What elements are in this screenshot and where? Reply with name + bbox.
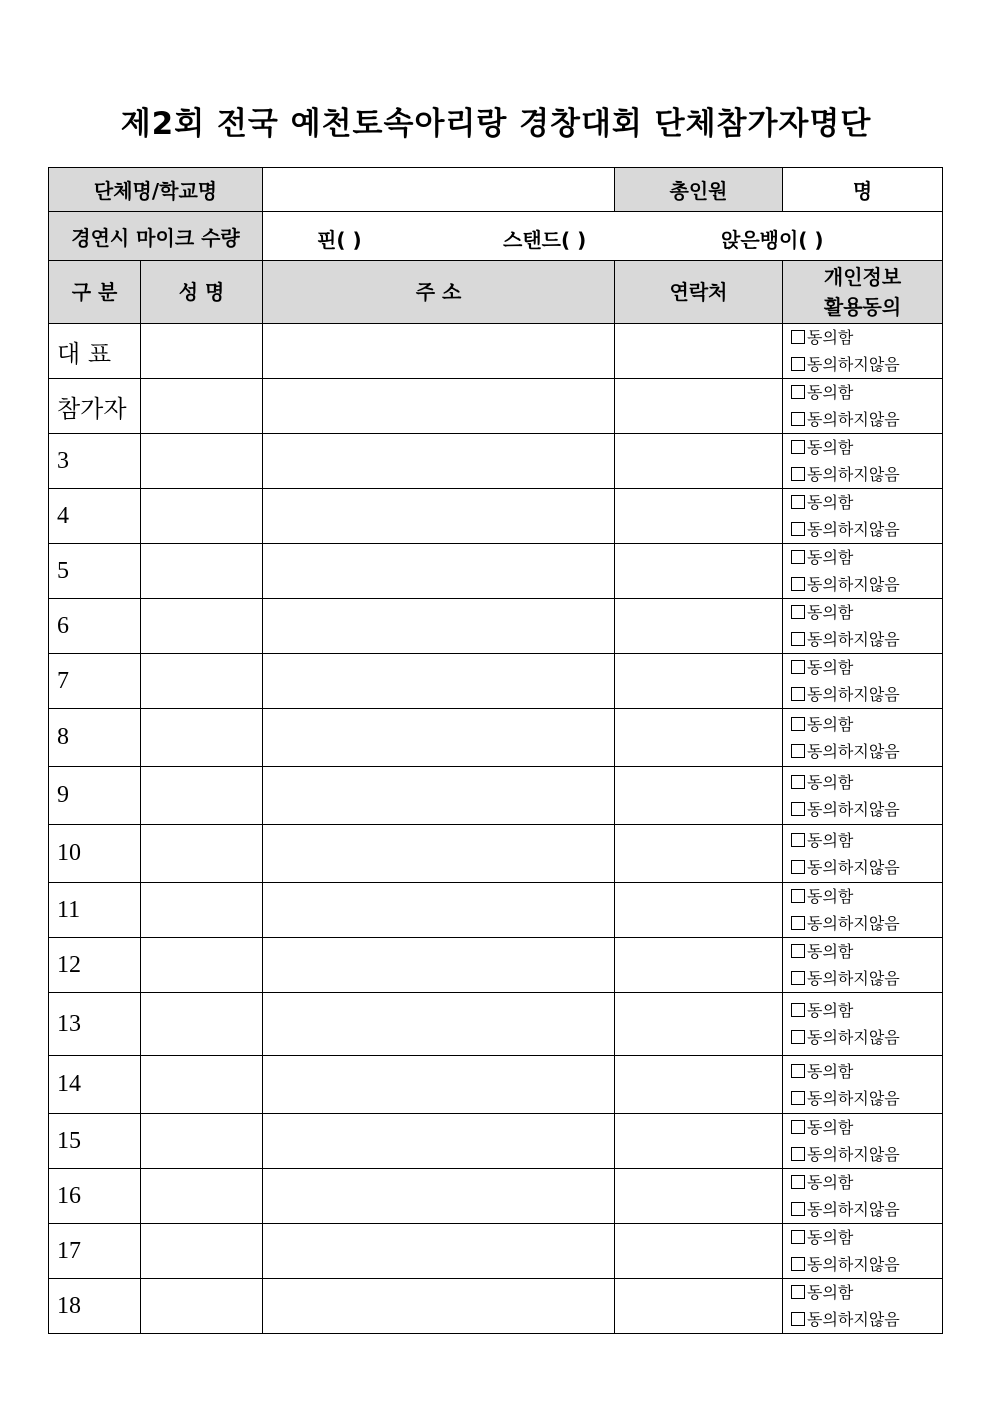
consent-cell <box>783 709 943 767</box>
name-cell[interactable] <box>141 825 263 883</box>
contact-cell[interactable] <box>615 767 783 825</box>
row-label: 14 <box>49 1056 141 1114</box>
contact-cell[interactable] <box>615 1224 783 1279</box>
checkbox-icon[interactable] <box>791 860 805 874</box>
consent-option-label: 동의하지않음 <box>807 575 900 594</box>
checkbox-icon[interactable] <box>791 1175 805 1189</box>
consent-disagree-option[interactable] <box>791 854 942 881</box>
row-label: 7 <box>49 654 141 709</box>
checkbox-icon[interactable] <box>791 1285 805 1299</box>
participant-table <box>48 167 943 1334</box>
contact-cell[interactable] <box>615 434 783 489</box>
consent-disagree-option[interactable] <box>791 1196 942 1223</box>
consent-agree-option[interactable] <box>791 379 942 406</box>
consent-agree-option[interactable] <box>791 827 942 854</box>
col-name-header: 성 명 <box>141 261 263 324</box>
consent-header-line1: 개인정보 <box>823 265 902 289</box>
consent-cell <box>783 489 943 544</box>
checkbox-icon[interactable] <box>791 577 805 591</box>
table-row <box>49 1279 943 1334</box>
contact-cell[interactable] <box>615 1056 783 1114</box>
consent-disagree-option[interactable] <box>791 626 942 653</box>
checkbox-icon[interactable] <box>791 550 805 564</box>
consent-disagree-option[interactable] <box>791 406 942 433</box>
name-cell[interactable] <box>141 1224 263 1279</box>
address-cell[interactable] <box>263 544 615 599</box>
row-label: 11 <box>49 883 141 938</box>
consent-option-label: 동의함 <box>807 887 854 906</box>
checkbox-icon[interactable] <box>791 495 805 509</box>
consent-option-label: 동의하지않음 <box>807 1028 900 1047</box>
total-members-label: 총인원 <box>615 168 783 212</box>
row-label: 4 <box>49 489 141 544</box>
checkbox-icon[interactable] <box>791 522 805 536</box>
consent-option-label: 동의함 <box>807 1001 854 1020</box>
address-cell[interactable] <box>263 379 615 434</box>
address-cell[interactable] <box>263 938 615 993</box>
consent-option-label: 동의함 <box>807 942 854 961</box>
table-row <box>49 544 943 599</box>
checkbox-icon[interactable] <box>791 971 805 985</box>
table-row <box>49 993 943 1056</box>
consent-agree-option[interactable] <box>791 1169 942 1196</box>
address-cell[interactable] <box>263 767 615 825</box>
name-cell[interactable] <box>141 1056 263 1114</box>
address-cell[interactable] <box>263 1169 615 1224</box>
name-cell[interactable] <box>141 544 263 599</box>
consent-header-line2: 활용동의 <box>823 295 902 319</box>
checkbox-icon[interactable] <box>791 1202 805 1216</box>
consent-option-label: 동의하지않음 <box>807 1200 900 1219</box>
col-consent-header <box>783 261 943 324</box>
name-cell[interactable] <box>141 709 263 767</box>
checkbox-icon[interactable] <box>791 1120 805 1134</box>
checkbox-icon[interactable] <box>791 632 805 646</box>
checkbox-icon[interactable] <box>791 1257 805 1271</box>
consent-agree-option[interactable] <box>791 1279 942 1306</box>
consent-cell <box>783 767 943 825</box>
row-label: 17 <box>49 1224 141 1279</box>
consent-disagree-option[interactable] <box>791 796 942 823</box>
checkbox-icon[interactable] <box>791 605 805 619</box>
contact-cell[interactable] <box>615 883 783 938</box>
consent-disagree-option[interactable] <box>791 681 942 708</box>
table-row <box>49 489 943 544</box>
mic-seated[interactable]: 앉은뱅이( ) <box>721 228 824 252</box>
consent-agree-option[interactable] <box>791 544 942 571</box>
mic-stand[interactable]: 스탠드( ) <box>503 228 587 252</box>
row-label: 13 <box>49 993 141 1056</box>
table-row <box>49 709 943 767</box>
address-cell[interactable] <box>263 489 615 544</box>
checkbox-icon[interactable] <box>791 1003 805 1017</box>
col-address-header: 주 소 <box>263 261 615 324</box>
consent-cell <box>783 379 943 434</box>
consent-cell <box>783 938 943 993</box>
checkbox-icon[interactable] <box>791 889 805 903</box>
name-cell[interactable] <box>141 1279 263 1334</box>
table-row <box>49 324 943 379</box>
address-cell[interactable] <box>263 434 615 489</box>
table-row <box>49 1114 943 1169</box>
consent-cell <box>783 1114 943 1169</box>
table-row <box>49 434 943 489</box>
consent-cell <box>783 1056 943 1114</box>
row-label: 15 <box>49 1114 141 1169</box>
consent-option-label: 동의하지않음 <box>807 741 900 761</box>
consent-option-label: 동의하지않음 <box>807 410 900 429</box>
consent-option-label: 동의함 <box>807 1173 854 1192</box>
checkbox-icon[interactable] <box>791 1230 805 1244</box>
table-row <box>49 599 943 654</box>
table-row <box>49 938 943 993</box>
checkbox-icon[interactable] <box>791 385 805 399</box>
name-cell[interactable] <box>141 654 263 709</box>
consent-option-label: 동의하지않음 <box>807 1088 900 1108</box>
row-label: 8 <box>49 709 141 767</box>
checkbox-icon[interactable] <box>791 744 805 758</box>
consent-option-label: 동의함 <box>807 603 854 622</box>
contact-cell[interactable] <box>615 938 783 993</box>
address-cell[interactable] <box>263 709 615 767</box>
name-cell[interactable] <box>141 883 263 938</box>
checkbox-icon[interactable] <box>791 802 805 816</box>
consent-cell <box>783 1224 943 1279</box>
consent-option-label: 동의함 <box>807 438 854 457</box>
name-cell[interactable] <box>141 767 263 825</box>
name-cell[interactable] <box>141 1114 263 1169</box>
consent-agree-option[interactable] <box>791 1058 942 1085</box>
mic-pin[interactable]: 핀( ) <box>317 228 362 252</box>
table-row <box>49 1056 943 1114</box>
row-label: 6 <box>49 599 141 654</box>
consent-agree-option[interactable] <box>791 434 942 461</box>
consent-disagree-option[interactable] <box>791 1024 942 1051</box>
consent-option-label: 동의함 <box>807 1061 854 1081</box>
address-cell[interactable] <box>263 825 615 883</box>
consent-cell <box>783 825 943 883</box>
address-cell[interactable] <box>263 1114 615 1169</box>
consent-disagree-option[interactable] <box>791 910 942 937</box>
consent-option-label: 동의하지않음 <box>807 630 900 649</box>
checkbox-icon[interactable] <box>791 660 805 674</box>
address-cell[interactable] <box>263 1056 615 1114</box>
checkbox-icon[interactable] <box>791 467 805 481</box>
name-cell[interactable] <box>141 993 263 1056</box>
checkbox-icon[interactable] <box>791 440 805 454</box>
mic-count-label: 경연시 마이크 수량 <box>49 212 263 261</box>
contact-cell[interactable] <box>615 654 783 709</box>
name-cell[interactable] <box>141 434 263 489</box>
table-header-row <box>49 261 943 324</box>
address-cell[interactable] <box>263 599 615 654</box>
address-cell[interactable] <box>263 993 615 1056</box>
table-row <box>49 767 943 825</box>
name-cell[interactable] <box>141 1169 263 1224</box>
consent-option-label: 동의하지않음 <box>807 799 900 819</box>
consent-option-label: 동의함 <box>807 658 854 677</box>
checkbox-icon[interactable] <box>791 1147 805 1161</box>
address-cell[interactable] <box>263 883 615 938</box>
contact-cell[interactable] <box>615 1114 783 1169</box>
checkbox-icon[interactable] <box>791 687 805 701</box>
table-row <box>49 379 943 434</box>
consent-agree-option[interactable] <box>791 997 942 1024</box>
consent-cell <box>783 993 943 1056</box>
consent-option-label: 동의하지않음 <box>807 520 900 539</box>
consent-option-label: 동의함 <box>807 1118 854 1137</box>
col-contact-header: 연락처 <box>615 261 783 324</box>
name-cell[interactable] <box>141 938 263 993</box>
table-row <box>49 1224 943 1279</box>
consent-agree-option[interactable] <box>791 769 942 796</box>
checkbox-icon[interactable] <box>791 833 805 847</box>
address-cell[interactable] <box>263 1224 615 1279</box>
contact-cell[interactable] <box>615 1169 783 1224</box>
row-label: 3 <box>49 434 141 489</box>
consent-option-label: 동의함 <box>807 1228 854 1247</box>
consent-option-label: 동의함 <box>807 328 854 347</box>
checkbox-icon[interactable] <box>791 717 805 731</box>
row-label: 참가자 <box>49 379 141 434</box>
consent-option-label: 동의함 <box>807 772 854 792</box>
consent-cell <box>783 1169 943 1224</box>
address-cell[interactable] <box>263 1279 615 1334</box>
group-info-row <box>49 168 943 212</box>
row-label: 5 <box>49 544 141 599</box>
col-category-header: 구 분 <box>49 261 141 324</box>
consent-cell <box>783 883 943 938</box>
consent-option-label: 동의하지않음 <box>807 355 900 374</box>
table-row <box>49 654 943 709</box>
consent-option-label: 동의함 <box>807 830 854 850</box>
mic-count-field[interactable] <box>263 212 943 261</box>
row-label: 18 <box>49 1279 141 1334</box>
contact-cell[interactable] <box>615 825 783 883</box>
group-name-field[interactable] <box>263 168 615 212</box>
contact-cell[interactable] <box>615 489 783 544</box>
consent-option-label: 동의하지않음 <box>807 465 900 484</box>
consent-cell <box>783 1279 943 1334</box>
consent-cell <box>783 434 943 489</box>
consent-option-label: 동의하지않음 <box>807 914 900 933</box>
consent-agree-option[interactable] <box>791 654 942 681</box>
consent-option-label: 동의함 <box>807 714 854 734</box>
address-cell[interactable] <box>263 324 615 379</box>
table-row <box>49 883 943 938</box>
contact-cell[interactable] <box>615 1279 783 1334</box>
checkbox-icon[interactable] <box>791 412 805 426</box>
consent-option-label: 동의하지않음 <box>807 685 900 704</box>
consent-disagree-option[interactable] <box>791 738 942 765</box>
row-label: 12 <box>49 938 141 993</box>
consent-agree-option[interactable] <box>791 599 942 626</box>
consent-option-label: 동의함 <box>807 493 854 512</box>
address-cell[interactable] <box>263 654 615 709</box>
row-label: 대 표 <box>49 324 141 379</box>
contact-cell[interactable] <box>615 709 783 767</box>
consent-option-label: 동의하지않음 <box>807 969 900 988</box>
consent-disagree-option[interactable] <box>791 571 942 598</box>
checkbox-icon[interactable] <box>791 1064 805 1078</box>
contact-cell[interactable] <box>615 599 783 654</box>
checkbox-icon[interactable] <box>791 916 805 930</box>
consent-agree-option[interactable] <box>791 1114 942 1141</box>
contact-cell[interactable] <box>615 324 783 379</box>
consent-option-label: 동의함 <box>807 383 854 402</box>
checkbox-icon[interactable] <box>791 1091 805 1105</box>
consent-disagree-option[interactable] <box>791 516 942 543</box>
consent-disagree-option[interactable] <box>791 1251 942 1278</box>
consent-disagree-option[interactable] <box>791 461 942 488</box>
name-cell[interactable] <box>141 489 263 544</box>
consent-disagree-option[interactable] <box>791 351 942 378</box>
checkbox-icon[interactable] <box>791 1312 805 1326</box>
consent-option-label: 동의함 <box>807 548 854 567</box>
consent-option-label: 동의하지않음 <box>807 1310 900 1329</box>
checkbox-icon[interactable] <box>791 357 805 371</box>
contact-cell[interactable] <box>615 544 783 599</box>
contact-cell[interactable] <box>615 379 783 434</box>
name-cell[interactable] <box>141 379 263 434</box>
page-title: 제2회 전국 예천토속아리랑 경창대회 단체참가자명단 <box>120 106 872 142</box>
total-members-field[interactable]: 명 <box>783 168 943 212</box>
row-label: 10 <box>49 825 141 883</box>
consent-agree-option[interactable] <box>791 711 942 738</box>
contact-cell[interactable] <box>615 993 783 1056</box>
consent-agree-option[interactable] <box>791 489 942 516</box>
group-name-label: 단체명/학교명 <box>49 168 263 212</box>
checkbox-icon[interactable] <box>791 944 805 958</box>
checkbox-icon[interactable] <box>791 330 805 344</box>
consent-disagree-option[interactable] <box>791 1085 942 1112</box>
checkbox-icon[interactable] <box>791 1030 805 1044</box>
mic-row <box>49 212 943 261</box>
checkbox-icon[interactable] <box>791 775 805 789</box>
consent-agree-option[interactable] <box>791 883 942 910</box>
consent-option-label: 동의하지않음 <box>807 1255 900 1274</box>
consent-option-label: 동의하지않음 <box>807 857 900 877</box>
consent-agree-option[interactable] <box>791 938 942 965</box>
table-row <box>49 1169 943 1224</box>
consent-agree-option[interactable] <box>791 1224 942 1251</box>
consent-cell <box>783 324 943 379</box>
consent-cell <box>783 544 943 599</box>
name-cell[interactable] <box>141 324 263 379</box>
consent-option-label: 동의함 <box>807 1283 854 1302</box>
row-label: 9 <box>49 767 141 825</box>
consent-agree-option[interactable] <box>791 324 942 351</box>
consent-cell <box>783 654 943 709</box>
name-cell[interactable] <box>141 599 263 654</box>
consent-disagree-option[interactable] <box>791 1141 942 1168</box>
consent-option-label: 동의하지않음 <box>807 1145 900 1164</box>
consent-cell <box>783 599 943 654</box>
table-row <box>49 825 943 883</box>
consent-disagree-option[interactable] <box>791 1306 942 1333</box>
consent-disagree-option[interactable] <box>791 965 942 992</box>
row-label: 16 <box>49 1169 141 1224</box>
